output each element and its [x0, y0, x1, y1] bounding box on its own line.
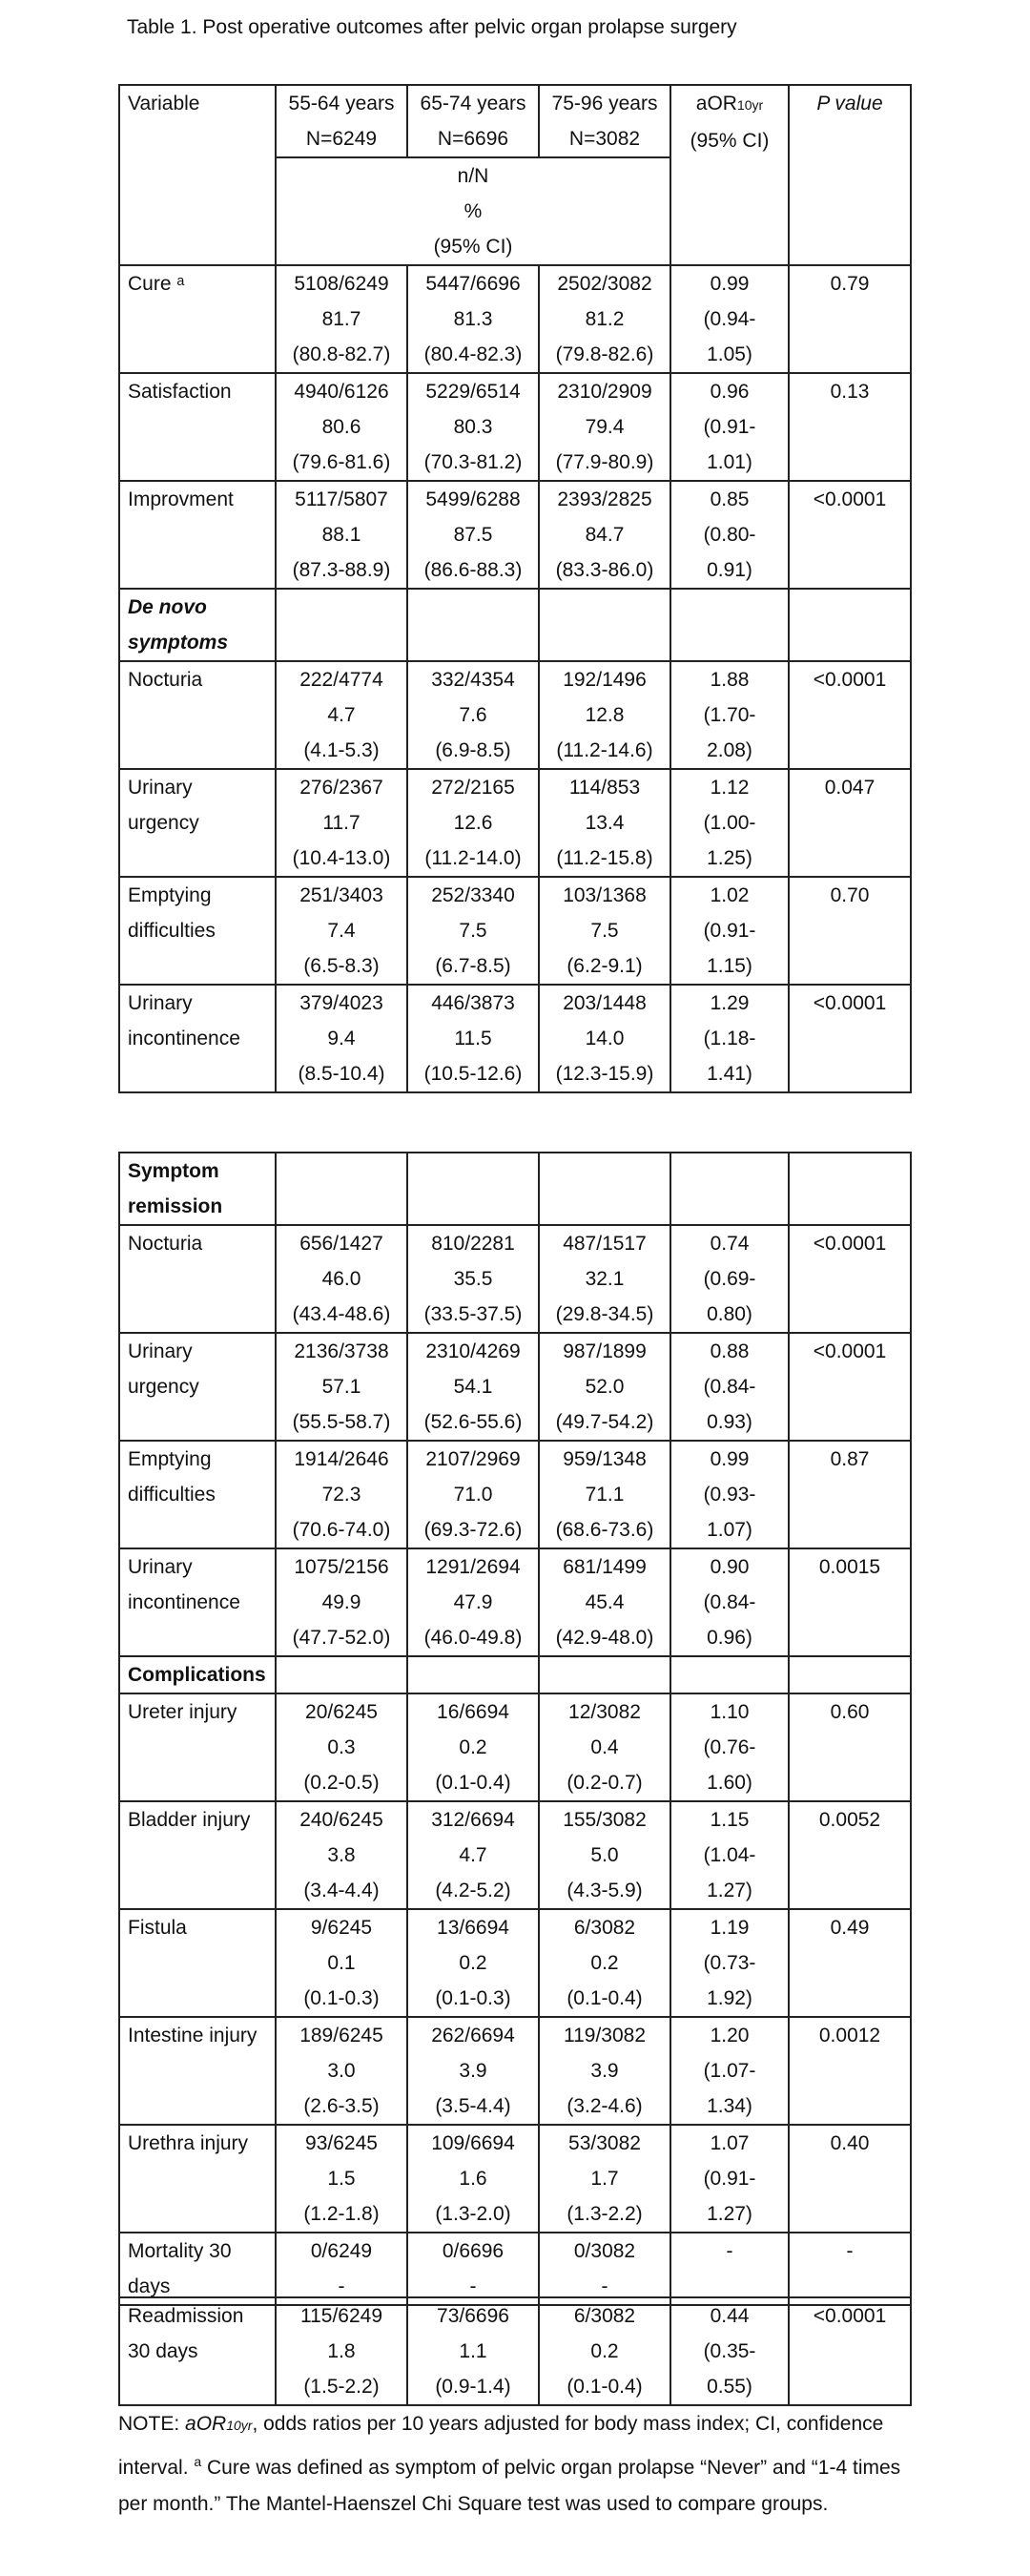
- cell-55-64: 1914/2646 72.3 (70.6-74.0): [276, 1441, 407, 1548]
- section-heading: De novo symptoms: [119, 589, 276, 661]
- empty-cell: [276, 1153, 407, 1225]
- empty-cell: [789, 589, 911, 661]
- table-caption: Table 1. Post operative outcomes after pelvic organ prolapse surgery: [127, 16, 737, 38]
- table-row: [119, 1225, 911, 1333]
- row-label: Urethra injury: [119, 2125, 276, 2233]
- table-row: [119, 1441, 911, 1548]
- header-units: n/N % (95% CI): [276, 157, 670, 265]
- cell-p-value: <0.0001: [789, 1333, 911, 1441]
- cell-aor: 0.99 (0.93- 1.07): [670, 1441, 789, 1548]
- cell-p-value: <0.0001: [789, 661, 911, 769]
- cell-65-74: 0/6696 -: [407, 2233, 539, 2305]
- cell-65-74: 1291/2694 47.9 (46.0-49.8): [407, 1548, 539, 1656]
- row-label: Readmission 30 days: [119, 2297, 276, 2405]
- row-label: Satisfaction: [119, 373, 276, 481]
- table-row: [119, 1909, 911, 2017]
- table-footnote: NOTE: aOR10yr, odds ratios per 10 years adjusted for body mass index; CI, confidence interval. $^a$ Cure was defined as symptom of pelvic organ prolapse “Never” and “1-4 times per month.” The Mantel-Haenszel Chi Square test was used to compare groups.: [118, 2413, 901, 2515]
- outcomes-table-readmission: [118, 2296, 912, 2406]
- cell-aor: 0.99 (0.94- 1.05): [670, 265, 789, 373]
- cell-p-value: <0.0001: [789, 481, 911, 589]
- cell-aor: 1.15 (1.04- 1.27): [670, 1801, 789, 1909]
- empty-cell: [276, 1656, 407, 1693]
- cell-aor: 0.88 (0.84- 0.93): [670, 1333, 789, 1441]
- cell-75-96: 6/3082 0.2 (0.1-0.4): [539, 2297, 670, 2405]
- cell-65-74: 446/3873 11.5 (10.5-12.6): [407, 985, 539, 1092]
- cell-55-64: 276/2367 11.7 (10.4-13.0): [276, 769, 407, 877]
- header-p-value: P value: [789, 85, 911, 265]
- empty-cell: [789, 1153, 911, 1225]
- cell-p-value: <0.0001: [789, 2297, 911, 2405]
- cell-p-value: 0.60: [789, 1693, 911, 1801]
- cell-aor: 0.96 (0.91- 1.01): [670, 373, 789, 481]
- cell-55-64: 240/6245 3.8 (3.4-4.4): [276, 1801, 407, 1909]
- row-label: Urinary incontinence: [119, 1548, 276, 1656]
- cell-55-64: 2136/3738 57.1 (55.5-58.7): [276, 1333, 407, 1441]
- cell-p-value: 0.70: [789, 877, 911, 985]
- cell-65-74: 5499/6288 87.5 (86.6-88.3): [407, 481, 539, 589]
- row-label: Fistula: [119, 1909, 276, 2017]
- empty-cell: [670, 589, 789, 661]
- cell-65-74: 73/6696 1.1 (0.9-1.4): [407, 2297, 539, 2405]
- cell-p-value: <0.0001: [789, 985, 911, 1092]
- section-heading-row-de-novo: [119, 589, 911, 661]
- cell-75-96: 959/1348 71.1 (68.6-73.6): [539, 1441, 670, 1548]
- cell-p-value: 0.0052: [789, 1801, 911, 1909]
- cell-75-96: 119/3082 3.9 (3.2-4.6): [539, 2017, 670, 2125]
- cell-75-96: 203/1448 14.0 (12.3-15.9): [539, 985, 670, 1092]
- cell-55-64: 9/6245 0.1 (0.1-0.3): [276, 1909, 407, 2017]
- cell-p-value: -: [789, 2233, 911, 2305]
- empty-cell: [407, 589, 539, 661]
- cell-65-74: 262/6694 3.9 (3.5-4.4): [407, 2017, 539, 2125]
- cell-75-96: 2310/2909 79.4 (77.9-80.9): [539, 373, 670, 481]
- cell-aor: 0.74 (0.69- 0.80): [670, 1225, 789, 1333]
- cell-aor: 1.10 (0.76- 1.60): [670, 1693, 789, 1801]
- cell-aor: 1.02 (0.91- 1.15): [670, 877, 789, 985]
- row-label: Nocturia: [119, 1225, 276, 1333]
- cell-aor: 1.29 (1.18- 1.41): [670, 985, 789, 1092]
- row-label: Urinary urgency: [119, 1333, 276, 1441]
- cell-aor: -: [670, 2233, 789, 2305]
- cell-aor: 1.12 (1.00- 1.25): [670, 769, 789, 877]
- header-aor: aOR10yr (95% CI): [670, 85, 789, 265]
- row-label: Improvment: [119, 481, 276, 589]
- row-label: Urinary incontinence: [119, 985, 276, 1092]
- table-row: [119, 2125, 911, 2233]
- table-row: [119, 769, 911, 877]
- row-label: Emptying difficulties: [119, 1441, 276, 1548]
- cell-55-64: 189/6245 3.0 (2.6-3.5): [276, 2017, 407, 2125]
- table-row: [119, 1693, 911, 1801]
- header-group-75-96: 75-96 years N=3082: [539, 85, 670, 157]
- section-heading-row-complications: [119, 1656, 911, 1693]
- cell-75-96: 0/3082 -: [539, 2233, 670, 2305]
- row-label: Emptying difficulties: [119, 877, 276, 985]
- header-variable: Variable: [119, 85, 276, 265]
- cell-65-74: 5229/6514 80.3 (70.3-81.2): [407, 373, 539, 481]
- cell-aor: 0.85 (0.80- 0.91): [670, 481, 789, 589]
- cell-p-value: 0.047: [789, 769, 911, 877]
- cell-65-74: 332/4354 7.6 (6.9-8.5): [407, 661, 539, 769]
- cell-75-96: 53/3082 1.7 (1.3-2.2): [539, 2125, 670, 2233]
- cell-75-96: 2502/3082 81.2 (79.8-82.6): [539, 265, 670, 373]
- table-row: [119, 2017, 911, 2125]
- cell-55-64: 20/6245 0.3 (0.2-0.5): [276, 1693, 407, 1801]
- row-label: Mortality 30 days: [119, 2233, 276, 2305]
- row-label: Bladder injury: [119, 1801, 276, 1909]
- cell-p-value: 0.40: [789, 2125, 911, 2233]
- cell-65-74: 13/6694 0.2 (0.1-0.3): [407, 1909, 539, 2017]
- cell-aor: 1.19 (0.73- 1.92): [670, 1909, 789, 2017]
- cell-aor: 0.44 (0.35- 0.55): [670, 2297, 789, 2405]
- cell-55-64: 1075/2156 49.9 (47.7-52.0): [276, 1548, 407, 1656]
- row-label: Ureter injury: [119, 1693, 276, 1801]
- cell-75-96: 6/3082 0.2 (0.1-0.4): [539, 1909, 670, 2017]
- cell-75-96: 103/1368 7.5 (6.2-9.1): [539, 877, 670, 985]
- table-row: [119, 265, 911, 373]
- cell-aor: 1.07 (0.91- 1.27): [670, 2125, 789, 2233]
- cell-65-74: 109/6694 1.6 (1.3-2.0): [407, 2125, 539, 2233]
- empty-cell: [539, 1656, 670, 1693]
- cell-p-value: 0.0015: [789, 1548, 911, 1656]
- table-row: [119, 373, 911, 481]
- header-group-55-64: 55-64 years N=6249: [276, 85, 407, 157]
- cell-55-64: 5117/5807 88.1 (87.3-88.9): [276, 481, 407, 589]
- cell-55-64: 93/6245 1.5 (1.2-1.8): [276, 2125, 407, 2233]
- cell-55-64: 115/6249 1.8 (1.5-2.2): [276, 2297, 407, 2405]
- cell-aor: 1.88 (1.70- 2.08): [670, 661, 789, 769]
- cell-55-64: 222/4774 4.7 (4.1-5.3): [276, 661, 407, 769]
- cell-65-74: 5447/6696 81.3 (80.4-82.3): [407, 265, 539, 373]
- cell-55-64: 379/4023 9.4 (8.5-10.4): [276, 985, 407, 1092]
- header-row: [119, 85, 911, 157]
- cell-65-74: 272/2165 12.6 (11.2-14.0): [407, 769, 539, 877]
- cell-75-96: 192/1496 12.8 (11.2-14.6): [539, 661, 670, 769]
- cell-p-value: 0.49: [789, 1909, 911, 2017]
- cell-75-96: 487/1517 32.1 (29.8-34.5): [539, 1225, 670, 1333]
- table-row: [119, 1333, 911, 1441]
- section-heading: Symptom remission: [119, 1153, 276, 1225]
- empty-cell: [276, 589, 407, 661]
- cell-65-74: 2107/2969 71.0 (69.3-72.6): [407, 1441, 539, 1548]
- cell-65-74: 2310/4269 54.1 (52.6-55.6): [407, 1333, 539, 1441]
- empty-cell: [670, 1153, 789, 1225]
- section-heading: Complications: [119, 1656, 276, 1693]
- cell-75-96: 2393/2825 84.7 (83.3-86.0): [539, 481, 670, 589]
- cell-65-74: 16/6694 0.2 (0.1-0.4): [407, 1693, 539, 1801]
- cell-75-96: 155/3082 5.0 (4.3-5.9): [539, 1801, 670, 1909]
- empty-cell: [539, 1153, 670, 1225]
- row-label: Cure ᵃ: [119, 265, 276, 373]
- cell-55-64: 5108/6249 81.7 (80.8-82.7): [276, 265, 407, 373]
- cell-p-value: 0.87: [789, 1441, 911, 1548]
- cell-p-value: 0.0012: [789, 2017, 911, 2125]
- outcomes-table-remission: [118, 1152, 912, 2306]
- cell-aor: 0.90 (0.84- 0.96): [670, 1548, 789, 1656]
- cell-55-64: 0/6249 -: [276, 2233, 407, 2305]
- cell-p-value: 0.79: [789, 265, 911, 373]
- header-group-65-74: 65-74 years N=6696: [407, 85, 539, 157]
- cell-65-74: 252/3340 7.5 (6.7-8.5): [407, 877, 539, 985]
- cell-65-74: 312/6694 4.7 (4.2-5.2): [407, 1801, 539, 1909]
- table-row: [119, 2297, 911, 2405]
- table-row: [119, 877, 911, 985]
- cell-55-64: 251/3403 7.4 (6.5-8.3): [276, 877, 407, 985]
- empty-cell: [789, 1656, 911, 1693]
- cell-75-96: 12/3082 0.4 (0.2-0.7): [539, 1693, 670, 1801]
- cell-75-96: 114/853 13.4 (11.2-15.8): [539, 769, 670, 877]
- table-row: [119, 661, 911, 769]
- section-heading-row-remission: [119, 1153, 911, 1225]
- cell-p-value: <0.0001: [789, 1225, 911, 1333]
- cell-75-96: 987/1899 52.0 (49.7-54.2): [539, 1333, 670, 1441]
- outcomes-table-main: [118, 84, 912, 1093]
- empty-cell: [670, 1656, 789, 1693]
- row-label: Intestine injury: [119, 2017, 276, 2125]
- cell-75-96: 681/1499 45.4 (42.9-48.0): [539, 1548, 670, 1656]
- table-row: [119, 1801, 911, 1909]
- empty-cell: [407, 1153, 539, 1225]
- table-row: [119, 985, 911, 1092]
- table-row: [119, 2233, 911, 2305]
- cell-55-64: 656/1427 46.0 (43.4-48.6): [276, 1225, 407, 1333]
- table-row: [119, 1548, 911, 1656]
- empty-cell: [407, 1656, 539, 1693]
- row-label: Nocturia: [119, 661, 276, 769]
- table-row: [119, 481, 911, 589]
- cell-55-64: 4940/6126 80.6 (79.6-81.6): [276, 373, 407, 481]
- empty-cell: [539, 589, 670, 661]
- cell-aor: 1.20 (1.07- 1.34): [670, 2017, 789, 2125]
- cell-65-74: 810/2281 35.5 (33.5-37.5): [407, 1225, 539, 1333]
- row-label: Urinary urgency: [119, 769, 276, 877]
- cell-p-value: 0.13: [789, 373, 911, 481]
